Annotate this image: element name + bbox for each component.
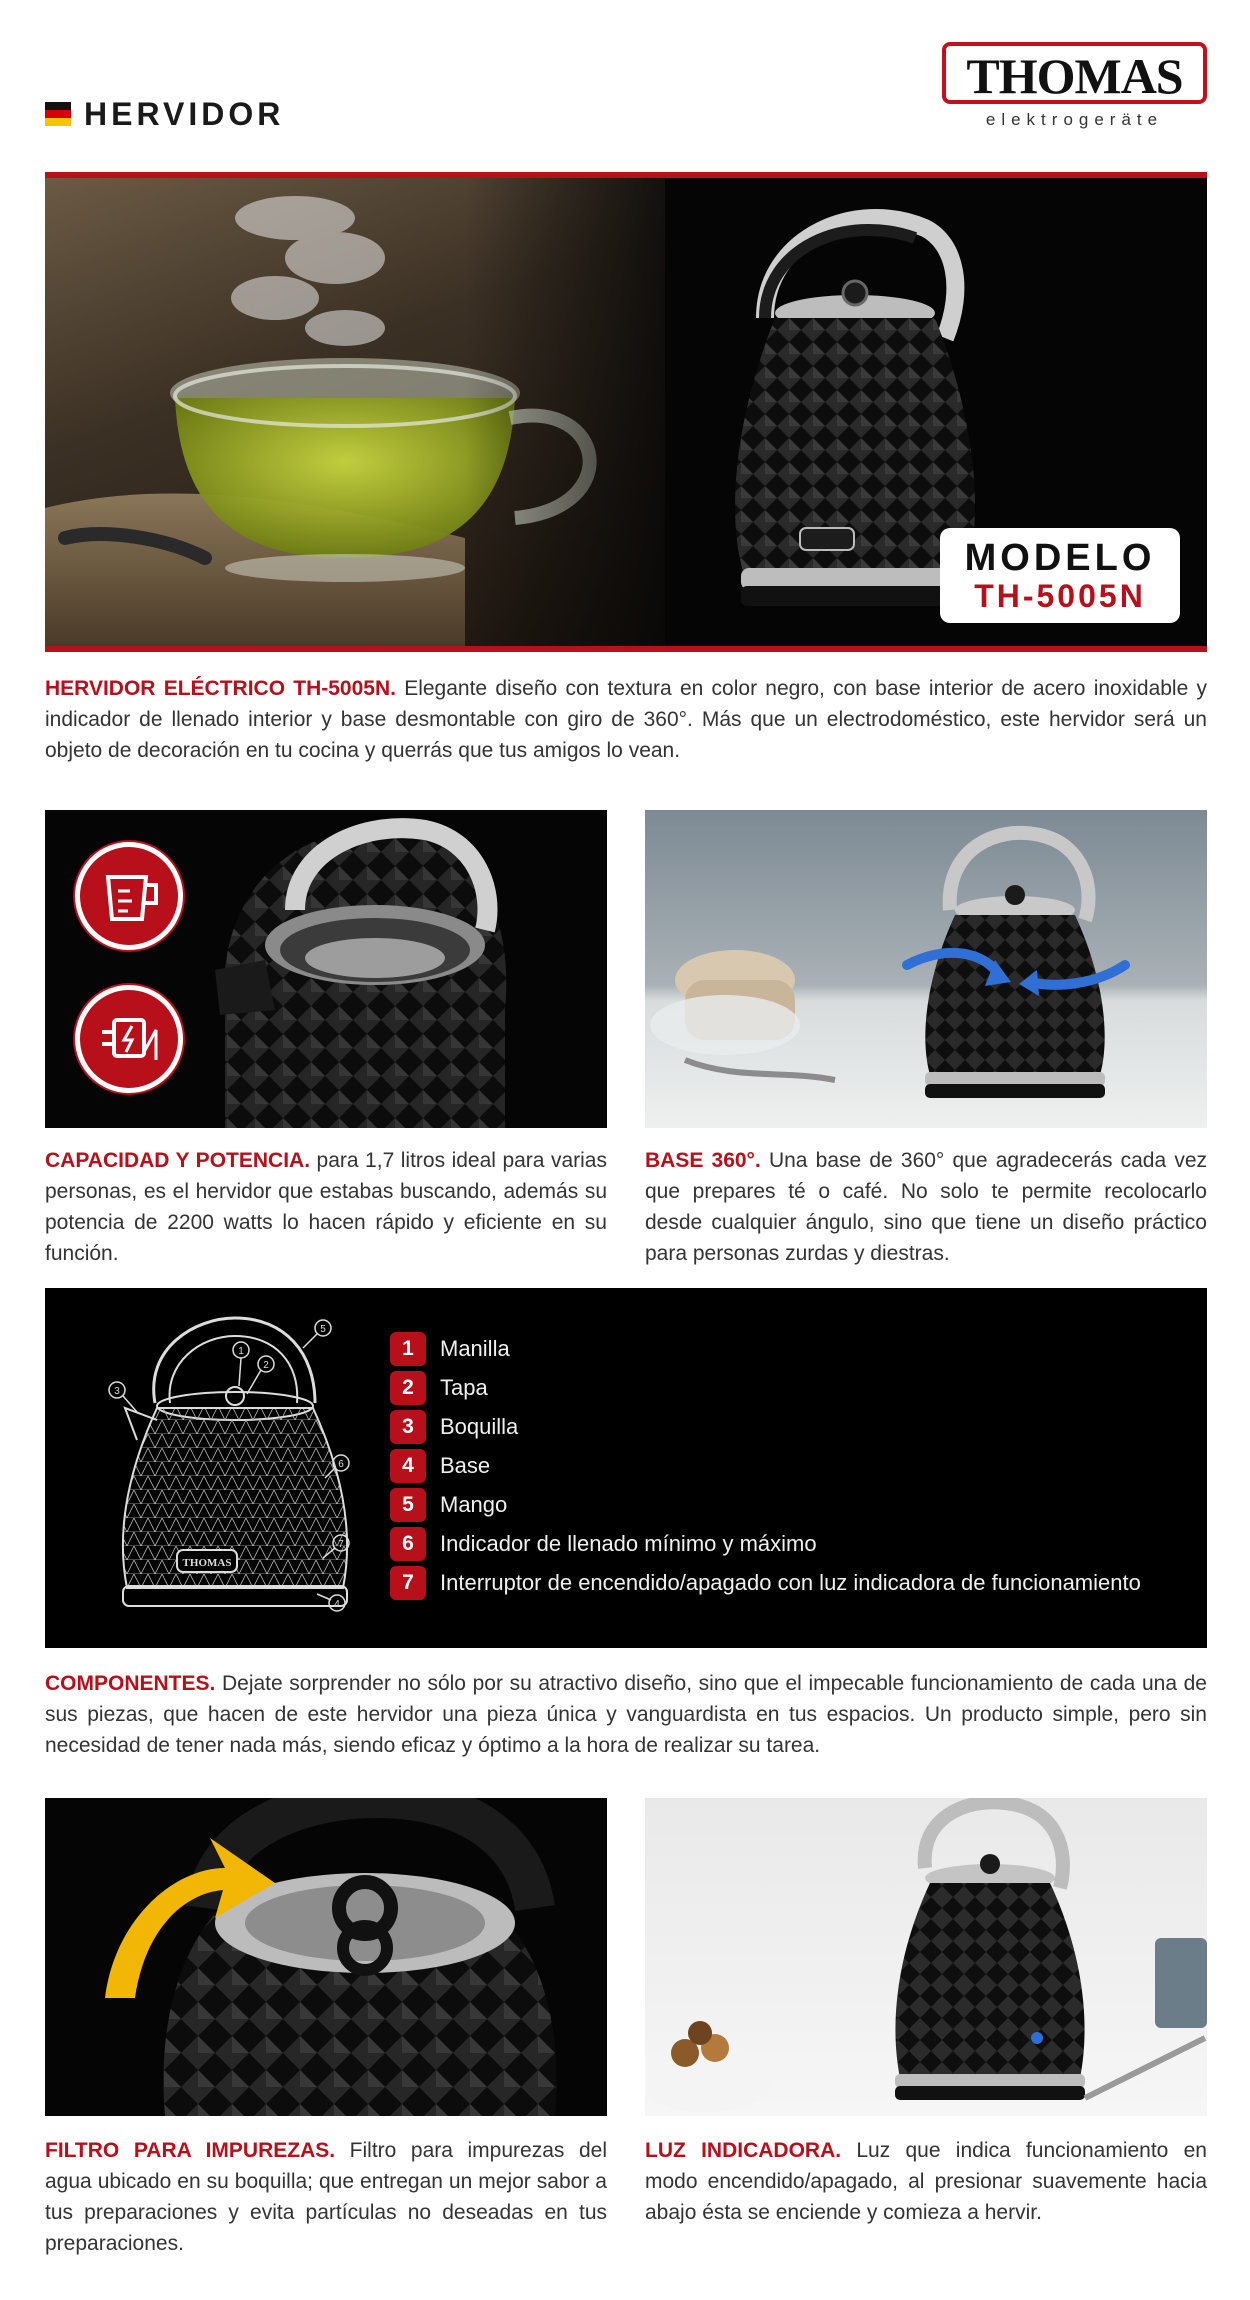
logo-subtitle: elektrogeräte	[985, 110, 1164, 129]
hero-gradient	[465, 178, 725, 646]
filter-lead: FILTRO PARA IMPUREZAS.	[45, 2139, 336, 2162]
diagram-callout-5: 5	[320, 1324, 326, 1335]
base-360-lead: BASE 360°.	[645, 1149, 761, 1172]
base-360-paragraph	[645, 1145, 1207, 1269]
kettle-line-diagram	[85, 1308, 385, 1628]
indicator-light-photo	[645, 1798, 1207, 2116]
capacity-paragraph	[45, 1145, 607, 1269]
diagram-brand-label: THOMAS	[182, 1557, 232, 1569]
measuring-cup-icon	[75, 842, 183, 950]
logo-frame	[942, 42, 1207, 104]
hero-banner	[45, 172, 1207, 652]
diagram-callout-3: 3	[114, 1386, 120, 1397]
page-header	[0, 0, 1250, 170]
components-panel	[45, 1288, 1207, 1648]
part-label: Tapa	[440, 1375, 488, 1400]
part-label: Manilla	[440, 1336, 510, 1361]
part-label: Mango	[440, 1492, 508, 1517]
germany-flag-icon	[45, 102, 71, 126]
power-plug-icon	[75, 985, 183, 1093]
diagram-callout-4: 4	[334, 1599, 340, 1610]
part-label: Boquilla	[440, 1414, 519, 1439]
part-label: Base	[440, 1453, 491, 1478]
components-text: Dejate sorprender no sólo por su atractivo diseño, sino que el impecable funcionamiento de cada una de sus piezas, que hacen de este hervidor una pieza única y vanguardista en tus espacios. Un producto simple, pero sin necesidad de tener nada más, siendo eficaz y óptimo a la hora de realizar su tarea.	[45, 1672, 1207, 1757]
components-lead: COMPONENTES.	[45, 1672, 216, 1695]
part-number: 4	[390, 1449, 426, 1483]
part-number: 6	[390, 1527, 426, 1561]
logo-wordmark: THOMAS	[966, 48, 1183, 104]
filter-paragraph	[45, 2135, 607, 2259]
capacity-photo	[45, 810, 607, 1128]
indicator-light-paragraph	[645, 2135, 1207, 2228]
part-number: 3	[390, 1410, 426, 1444]
intro-text: Elegante diseño con textura en color negro, con base interior de acero inoxidable y indicador de llenado interior y base desmontable con giro de 360°. Más que un electrodoméstico, este hervidor será un objeto de decoración en tu cocina y querrás que tus amigos lo vean.	[45, 677, 1207, 762]
base-360-photo	[645, 810, 1207, 1128]
model-number: TH-5005N	[974, 578, 1146, 614]
model-badge	[940, 528, 1180, 623]
base-360-text: Una base de 360° que agradecerás cada vez que prepares té o café. No solo te permite recolocarlo desde cualquier ángulo, sino que tiene un diseño práctico para personas zurdas y diestras.	[645, 1149, 1208, 1265]
capacity-text: para 1,7 litros ideal para varias personas, es el hervidor que estabas buscando, además su potencia de 2200 watts lo hacen rápido y eficiente en su función.	[45, 1149, 607, 1265]
components-paragraph	[45, 1668, 1207, 1761]
filter-text: Filtro para impurezas del agua ubicado en su boquilla; que entregan un mejor sabor a tus preparaciones y evita partículas no deseadas en tus preparaciones.	[45, 2139, 607, 2255]
part-label: Interruptor de encendido/apagado con luz indicadora de funcionamiento	[440, 1570, 1141, 1595]
part-number: 2	[390, 1371, 426, 1405]
kettle-indicator-image	[645, 1798, 1207, 2116]
kettle-spout-closeup-image	[45, 1798, 607, 2116]
brand-logo	[942, 42, 1207, 130]
indicator-light-lead: LUZ INDICADORA.	[645, 2139, 842, 2162]
diagram-callout-7: 7	[338, 1539, 344, 1550]
part-number: 5	[390, 1488, 426, 1522]
part-number: 1	[390, 1332, 426, 1366]
diagram-callout-1: 1	[238, 1346, 244, 1357]
intro-paragraph	[45, 673, 1207, 766]
diagram-callout-2: 2	[263, 1360, 269, 1371]
part-number: 7	[390, 1566, 426, 1600]
page-title: HERVIDOR	[84, 96, 285, 132]
indicator-light-text: Luz que indica funcionamiento en modo encendido/apagado, al presionar suavemente hacia abajo ésta se enciende y comieza a hervir.	[645, 2139, 1207, 2224]
part-label: Indicador de llenado mínimo y máximo	[440, 1531, 817, 1556]
filter-photo	[45, 1798, 607, 2116]
capacity-lead: CAPACIDAD Y POTENCIA.	[45, 1149, 311, 1172]
intro-lead: HERVIDOR ELÉCTRICO TH-5005N.	[45, 677, 396, 700]
model-label: MODELO	[964, 537, 1156, 579]
kettle-on-base-image	[645, 810, 1207, 1128]
diagram-callout-6: 6	[338, 1459, 344, 1470]
